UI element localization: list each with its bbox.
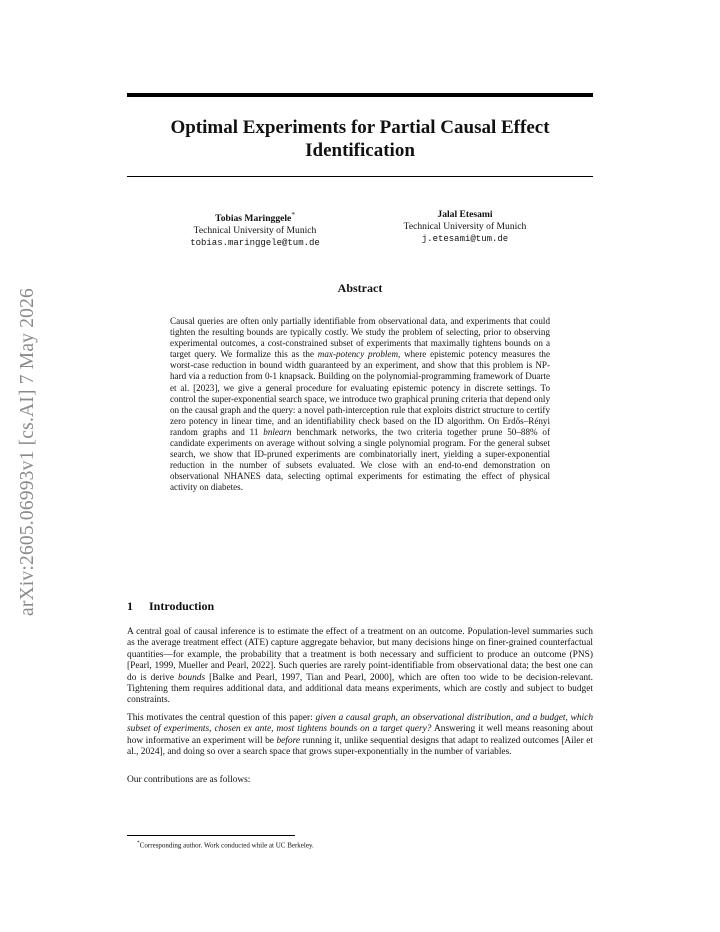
- intro-paragraph-3: Our contributions are as follows:: [127, 775, 251, 785]
- author-affiliation: Technical University of Munich: [193, 225, 317, 237]
- author-email: tobias.maringgele@tum.de: [190, 238, 320, 249]
- author-block-1: [170, 209, 340, 249]
- arxiv-side-stamp: [8, 262, 48, 642]
- title-bottom-rule: [127, 176, 593, 177]
- paper-title: Optimal Experiments for Partial Causal Effect Identification: [170, 117, 550, 161]
- title-top-rule: [127, 93, 593, 97]
- section-title: Introduction: [149, 599, 215, 613]
- author-block-2: [380, 209, 550, 245]
- section-heading-introduction: [127, 599, 214, 614]
- arxiv-identifier: arXiv:2605.06993v1 [cs.AI] 7 May 2026: [17, 287, 38, 617]
- intro-paragraph-2: This motivates the central question of this paper: given a causal graph, an observational distribution, and a budget, which subset of experiments, chosen ex ante, most tightens bounds on a target query? Answering it well means reasoning about how informative an experiment will be before running it, unlike sequential designs that adapt to realized outcomes [Ailer et al., 2024], and doing so over a search space that grows super-exponentially in the number of variables.: [127, 713, 594, 758]
- author-name: Tobias Maringgele*: [215, 211, 295, 225]
- author-affiliation: Technical University of Munich: [403, 221, 527, 232]
- author-name: Jalal Etesami: [437, 209, 493, 220]
- author-email: j.etesami@tum.de: [421, 234, 509, 244]
- author-footnote-mark: *: [291, 211, 295, 219]
- footnote: *Corresponding author. Work conducted while at UC Berkeley.: [137, 840, 314, 850]
- footnote-rule: [127, 835, 295, 836]
- intro-paragraph-1: A central goal of causal inference is to estimate the effect of a treatment on an outcome. Population-level summaries such as the average treatment effect (ATE) capture aggregate behavior, but many decisions hinge on finer-grained counterfactual quantities—for example, the probability that a treatment is both necessary and sufficient to produce an outcome (PNS) [Pearl, 1999, Mueller and Pearl, 2022]. Such queries are rarely point-identifiable from observational data; the best one can do is derive bounds [Balke and Pearl, 1997, Tian and Pearl, 2000], which are often too wide to be decision-relevant. Tightening them requires additional data, and additional data means experiments, which are costly and subject to budget constraints.: [127, 627, 593, 706]
- abstract-heading: Abstract: [337, 281, 383, 295]
- abstract-text: Causal queries are often only partially identifiable from observational data, and experiments that could tighten the resulting bounds are typically costly. We study the problem of selecting, prior to observing experimental outcomes, a cost-constrained subset of experiments that maximally tightens bounds on a target query. We formalize this as the max-potency problem, where epistemic potency measures the worst-case reduction in bound width guaranteed by an experiment, and show that this problem is NP-hard via a reduction from 0-1 knapsack. Building on the polynomial-programming framework of Duarte et al. [2023], we give a general procedure for evaluating epistemic potency in discrete settings. To control the super-exponential search space, we introduce two graphical pruning criteria that depend only on the causal graph and the query: a novel path-interception rule that exploits district structure to certify zero potency in linear time, and an identifiability check based on the ID algorithm. On Erdős–Rényi random graphs and 11 bnlearn benchmark networks, the two criteria together prune 50–88% of candidate experiments on average without solving a single polynomial program. For the general subset search, we show that ID-pruned experiments are combinatorially inert, yielding a super-exponential reduction in the number of subsets evaluated. We close with an end-to-end demonstration on observational NHANES data, selecting optimal experiments for estimating the effect of physical activity on diabetes.: [170, 316, 550, 493]
- section-number: 1: [127, 599, 133, 613]
